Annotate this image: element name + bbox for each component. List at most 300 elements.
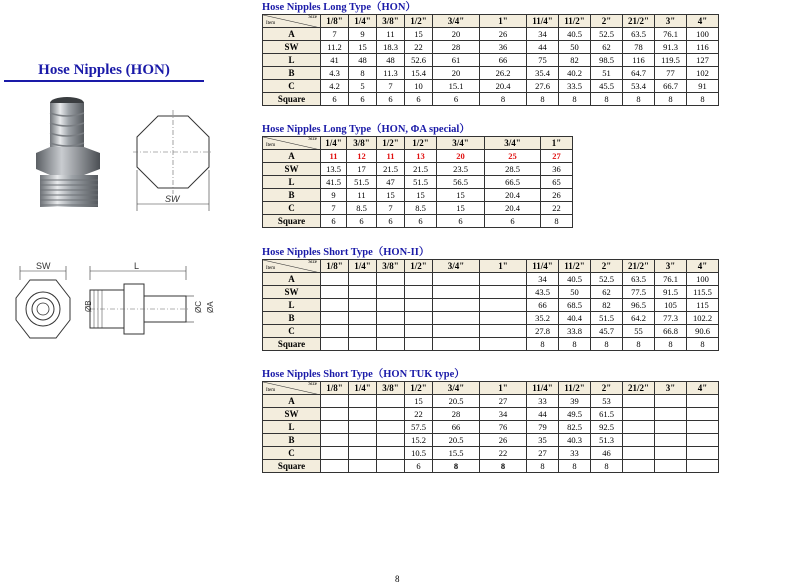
table-cell: 6	[349, 93, 377, 106]
table-row	[263, 408, 719, 421]
column-header: 3"	[655, 260, 687, 273]
column-header: 1/8"	[321, 15, 349, 28]
table-cell: 26	[480, 434, 527, 447]
column-header: 1/8"	[321, 260, 349, 273]
size-item-header	[263, 260, 321, 273]
table-cell: 15	[405, 395, 433, 408]
table-cell	[405, 299, 433, 312]
table-cell: 48	[349, 54, 377, 67]
size-item-header	[263, 382, 321, 395]
column-header: 4"	[687, 382, 719, 395]
table-cell: 77.3	[655, 312, 687, 325]
column-header: 1/2"	[405, 137, 437, 150]
column-header: 4"	[687, 15, 719, 28]
spec-table	[262, 14, 719, 106]
table-cell	[655, 447, 687, 460]
table-cell: 15.4	[405, 67, 433, 80]
table-cell: 21.5	[405, 163, 437, 176]
table-cell	[377, 447, 405, 460]
table-cell	[349, 395, 377, 408]
table-header-row	[263, 382, 719, 395]
row-label: SW	[263, 41, 321, 54]
table-cell: 11.3	[377, 67, 405, 80]
table-cell: 45.7	[591, 325, 623, 338]
column-header: 1"	[480, 260, 527, 273]
table-cell	[687, 434, 719, 447]
table-cell: 127	[687, 54, 719, 67]
table-section-1	[262, 1, 719, 106]
table-cell	[321, 434, 349, 447]
table-cell: 25	[485, 150, 541, 163]
table-cell: 8	[687, 338, 719, 351]
table-cell: 44	[527, 408, 559, 421]
table-cell: 8	[541, 215, 573, 228]
table-row	[263, 338, 719, 351]
table-cell	[480, 299, 527, 312]
table-cell: 15	[405, 28, 433, 41]
table-cell: 6	[433, 93, 480, 106]
table-row	[263, 434, 719, 447]
column-header: 1"	[541, 137, 573, 150]
row-label: B	[263, 67, 321, 80]
table-cell: 15	[437, 189, 485, 202]
table-cell	[687, 447, 719, 460]
item-label: Item	[266, 21, 276, 26]
row-label: C	[263, 202, 321, 215]
table-cell: 64.2	[623, 312, 655, 325]
table-row	[263, 189, 573, 202]
table-cell: 7	[321, 28, 349, 41]
table-cell: 8.5	[347, 202, 377, 215]
a-dim-label: ØA	[206, 301, 215, 313]
table-cell	[655, 460, 687, 473]
table-cell: 75	[527, 54, 559, 67]
row-label: L	[263, 176, 321, 189]
table-cell: 35	[527, 434, 559, 447]
table-cell	[349, 460, 377, 473]
column-header: 1/4"	[349, 382, 377, 395]
table-cell	[349, 338, 377, 351]
table-cell: 39	[559, 395, 591, 408]
table-cell: 36	[480, 41, 527, 54]
row-label: A	[263, 150, 321, 163]
table-cell: 35.4	[527, 67, 559, 80]
table-cell: 63.5	[623, 28, 655, 41]
table-cell	[687, 421, 719, 434]
table-cell: 33.5	[559, 80, 591, 93]
column-header: 1"	[480, 15, 527, 28]
table-cell: 51.3	[591, 434, 623, 447]
table-cell	[321, 395, 349, 408]
sw-dim-label: SW	[36, 261, 51, 271]
table-cell	[349, 299, 377, 312]
column-header: 3/4"	[433, 15, 480, 28]
table-cell: 11	[377, 150, 405, 163]
table-cell	[480, 338, 527, 351]
table-cell: 40.5	[559, 273, 591, 286]
table-cell: 12	[347, 150, 377, 163]
table-cell: 4.3	[321, 67, 349, 80]
table-cell: 27	[541, 150, 573, 163]
table-cell: 8	[527, 460, 559, 473]
table-header-row	[263, 15, 719, 28]
table-cell: 82	[559, 54, 591, 67]
table-cell: 34	[480, 408, 527, 421]
table-cell: 44	[527, 41, 559, 54]
column-header: 1/2"	[405, 15, 433, 28]
table-cell: 34	[527, 273, 559, 286]
column-header: 11/2"	[559, 15, 591, 28]
table-cell: 51	[591, 67, 623, 80]
table-cell: 11	[377, 28, 405, 41]
table-cell: 6	[485, 215, 541, 228]
table-cell: 22	[405, 41, 433, 54]
table-cell	[321, 460, 349, 473]
table-cell: 23.5	[437, 163, 485, 176]
table-cell	[623, 395, 655, 408]
table-cell	[655, 395, 687, 408]
spec-table	[262, 136, 573, 228]
column-header: 1/8"	[321, 382, 349, 395]
table-cell: 15.2	[405, 434, 433, 447]
table-cell: 52.5	[591, 273, 623, 286]
table-cell: 48	[377, 54, 405, 67]
table-title: Hose Nipples Long Type（HON, ΦA special）	[262, 124, 470, 135]
table-cell: 45.5	[591, 80, 623, 93]
table-row	[263, 215, 573, 228]
table-cell: 92.5	[591, 421, 623, 434]
table-cell	[405, 312, 433, 325]
sw-label: SW	[165, 194, 180, 204]
table-cell: 33.8	[559, 325, 591, 338]
table-cell: 11	[347, 189, 377, 202]
table-cell	[480, 273, 527, 286]
table-cell	[321, 421, 349, 434]
table-cell	[321, 408, 349, 421]
table-cell: 61.5	[591, 408, 623, 421]
table-cell: 52.5	[591, 28, 623, 41]
table-cell: 49.5	[559, 408, 591, 421]
table-cell: 51.5	[347, 176, 377, 189]
table-cell	[687, 460, 719, 473]
table-cell: 50	[559, 41, 591, 54]
row-label: Square	[263, 460, 321, 473]
row-label: SW	[263, 163, 321, 176]
table-cell: 27	[527, 447, 559, 460]
table-cell	[349, 273, 377, 286]
table-cell	[655, 408, 687, 421]
table-cell	[433, 286, 480, 299]
column-header: 3/4"	[433, 382, 480, 395]
table-section-4	[262, 368, 719, 473]
table-cell: 8	[559, 93, 591, 106]
table-cell: 47	[377, 176, 405, 189]
table-cell: 102	[687, 67, 719, 80]
table-cell: 66.7	[655, 80, 687, 93]
column-header: 3/8"	[377, 260, 405, 273]
table-row	[263, 93, 719, 106]
table-cell: 27.6	[527, 80, 559, 93]
table-cell: 22	[405, 408, 433, 421]
table-cell: 105	[655, 299, 687, 312]
table-cell	[433, 299, 480, 312]
table-cell: 18.3	[377, 41, 405, 54]
table-cell	[321, 299, 349, 312]
end-view-drawing	[133, 108, 218, 218]
table-cell	[687, 408, 719, 421]
table-cell: 102.2	[687, 312, 719, 325]
table-cell: 5	[349, 80, 377, 93]
table-cell: 76	[480, 421, 527, 434]
table-cell: 20.4	[485, 202, 541, 215]
item-label: Item	[266, 143, 276, 148]
table-row	[263, 176, 573, 189]
table-cell: 100	[687, 28, 719, 41]
table-row	[263, 460, 719, 473]
table-cell: 20	[433, 28, 480, 41]
table-cell	[349, 434, 377, 447]
table-cell	[405, 286, 433, 299]
table-row	[263, 41, 719, 54]
column-header: 1/4"	[321, 137, 347, 150]
row-label: SW	[263, 286, 321, 299]
column-header: 1/4"	[349, 15, 377, 28]
table-cell: 33	[527, 395, 559, 408]
table-cell	[377, 338, 405, 351]
table-cell: 15	[405, 189, 437, 202]
table-cell: 66	[480, 54, 527, 67]
table-cell	[377, 325, 405, 338]
table-cell	[349, 447, 377, 460]
row-label: C	[263, 80, 321, 93]
table-cell: 8	[527, 93, 559, 106]
table-cell: 115.5	[687, 286, 719, 299]
table-cell: 91	[687, 80, 719, 93]
table-cell	[377, 460, 405, 473]
table-section-3	[262, 246, 719, 351]
table-cell: 57.5	[405, 421, 433, 434]
table-cell: 82.5	[559, 421, 591, 434]
table-cell: 8	[655, 338, 687, 351]
table-cell: 8	[559, 460, 591, 473]
column-header: 11/2"	[559, 260, 591, 273]
column-header: 1/2"	[405, 382, 433, 395]
table-cell: 22	[480, 447, 527, 460]
row-label: B	[263, 189, 321, 202]
item-label: Item	[266, 388, 276, 393]
table-cell	[349, 421, 377, 434]
table-cell: 28.5	[485, 163, 541, 176]
table-cell	[433, 312, 480, 325]
table-cell: 11.2	[321, 41, 349, 54]
table-row	[263, 150, 573, 163]
table-cell: 8	[559, 338, 591, 351]
table-cell: 20	[437, 150, 485, 163]
row-label: B	[263, 434, 321, 447]
column-header: 2"	[591, 260, 623, 273]
table-cell: 65	[541, 176, 573, 189]
row-label: C	[263, 447, 321, 460]
table-cell: 27	[480, 395, 527, 408]
column-header: 3"	[655, 15, 687, 28]
table-cell: 66.5	[485, 176, 541, 189]
table-cell: 98.5	[591, 54, 623, 67]
table-cell: 66	[527, 299, 559, 312]
table-cell	[377, 312, 405, 325]
table-cell: 100	[687, 273, 719, 286]
column-header: 11/4"	[527, 15, 559, 28]
size-item-header	[263, 137, 321, 150]
column-header: 3/4"	[437, 137, 485, 150]
table-cell: 35.2	[527, 312, 559, 325]
table-cell: 6	[405, 93, 433, 106]
column-header: 2"	[591, 382, 623, 395]
table-cell: 10.5	[405, 447, 433, 460]
table-cell: 55	[623, 325, 655, 338]
column-header: 21/2"	[623, 260, 655, 273]
table-cell	[321, 312, 349, 325]
column-header: 11/2"	[559, 382, 591, 395]
row-label: Square	[263, 93, 321, 106]
table-cell: 116	[687, 41, 719, 54]
table-title: Hose Nipples Long Type（HON）	[262, 2, 416, 13]
row-label: A	[263, 28, 321, 41]
table-header-row	[263, 260, 719, 273]
table-cell: 96.5	[623, 299, 655, 312]
table-cell: 6	[377, 215, 405, 228]
table-cell: 6	[321, 93, 349, 106]
table-cell: 46	[591, 447, 623, 460]
table-cell: 34	[527, 28, 559, 41]
table-cell	[623, 460, 655, 473]
table-cell	[321, 273, 349, 286]
table-cell	[405, 338, 433, 351]
column-header: 11/4"	[527, 382, 559, 395]
table-cell: 40.4	[559, 312, 591, 325]
column-header: 4"	[687, 260, 719, 273]
table-cell: 9	[349, 28, 377, 41]
table-cell: 6	[437, 215, 485, 228]
table-cell	[623, 408, 655, 421]
table-cell: 8	[591, 93, 623, 106]
table-section-2	[262, 123, 573, 228]
spec-table	[262, 381, 719, 473]
table-cell: 27.8	[527, 325, 559, 338]
table-cell	[480, 312, 527, 325]
table-cell	[321, 447, 349, 460]
table-cell: 13.5	[321, 163, 347, 176]
table-cell: 115	[687, 299, 719, 312]
table-cell: 8	[655, 93, 687, 106]
table-cell	[433, 325, 480, 338]
row-label: C	[263, 325, 321, 338]
table-cell: 62	[591, 286, 623, 299]
table-cell: 78	[623, 41, 655, 54]
table-cell: 36	[541, 163, 573, 176]
row-label: L	[263, 54, 321, 67]
table-cell	[405, 325, 433, 338]
table-cell: 8	[623, 338, 655, 351]
table-cell: 8	[480, 93, 527, 106]
table-cell: 8	[349, 67, 377, 80]
table-row	[263, 447, 719, 460]
table-cell: 77.5	[623, 286, 655, 299]
table-cell	[433, 338, 480, 351]
size-label: Size	[308, 382, 317, 387]
row-label: Square	[263, 338, 321, 351]
table-cell	[433, 273, 480, 286]
table-cell	[377, 299, 405, 312]
table-cell: 8	[591, 338, 623, 351]
column-header: 3/8"	[377, 382, 405, 395]
table-cell: 28	[433, 41, 480, 54]
table-cell: 62	[591, 41, 623, 54]
table-cell: 79	[527, 421, 559, 434]
table-cell: 22	[541, 202, 573, 215]
column-header: 1/2"	[377, 137, 405, 150]
table-row	[263, 202, 573, 215]
table-cell	[623, 421, 655, 434]
column-header: 3/4"	[485, 137, 541, 150]
table-cell: 26	[541, 189, 573, 202]
table-header-row	[263, 137, 573, 150]
table-cell	[321, 325, 349, 338]
column-header: 3/4"	[433, 260, 480, 273]
table-row	[263, 286, 719, 299]
table-cell: 82	[591, 299, 623, 312]
column-header: 21/2"	[623, 15, 655, 28]
table-cell: 6	[377, 93, 405, 106]
table-cell: 15	[437, 202, 485, 215]
table-cell: 17	[347, 163, 377, 176]
table-cell: 6	[347, 215, 377, 228]
table-cell	[349, 408, 377, 421]
c-dim-label: ØC	[194, 301, 203, 313]
table-cell	[655, 434, 687, 447]
row-label: L	[263, 299, 321, 312]
table-cell: 56.5	[437, 176, 485, 189]
table-cell: 116	[623, 54, 655, 67]
table-cell: 40.5	[559, 28, 591, 41]
column-header: 1/4"	[349, 260, 377, 273]
table-cell: 119.5	[655, 54, 687, 67]
table-cell: 26	[480, 28, 527, 41]
column-header: 2"	[591, 15, 623, 28]
table-cell: 8	[480, 460, 527, 473]
column-header: 1/2"	[405, 260, 433, 273]
table-cell: 9	[321, 189, 347, 202]
table-cell	[377, 421, 405, 434]
table-cell: 28	[433, 408, 480, 421]
table-cell: 7	[377, 202, 405, 215]
table-cell	[687, 395, 719, 408]
table-cell: 64.7	[623, 67, 655, 80]
table-cell: 11	[321, 150, 347, 163]
column-header: 11/4"	[527, 260, 559, 273]
page-title: Hose Nipples (HON)	[4, 62, 204, 82]
technical-drawing	[8, 258, 218, 350]
table-cell: 8	[433, 460, 480, 473]
table-title: Hose Nipples Short Type（HON TUK type）	[262, 369, 465, 380]
table-cell: 40.3	[559, 434, 591, 447]
table-cell: 53	[591, 395, 623, 408]
table-row	[263, 273, 719, 286]
table-cell	[349, 312, 377, 325]
table-cell: 7	[377, 80, 405, 93]
row-label: L	[263, 421, 321, 434]
spec-table	[262, 259, 719, 351]
table-cell: 51.5	[591, 312, 623, 325]
